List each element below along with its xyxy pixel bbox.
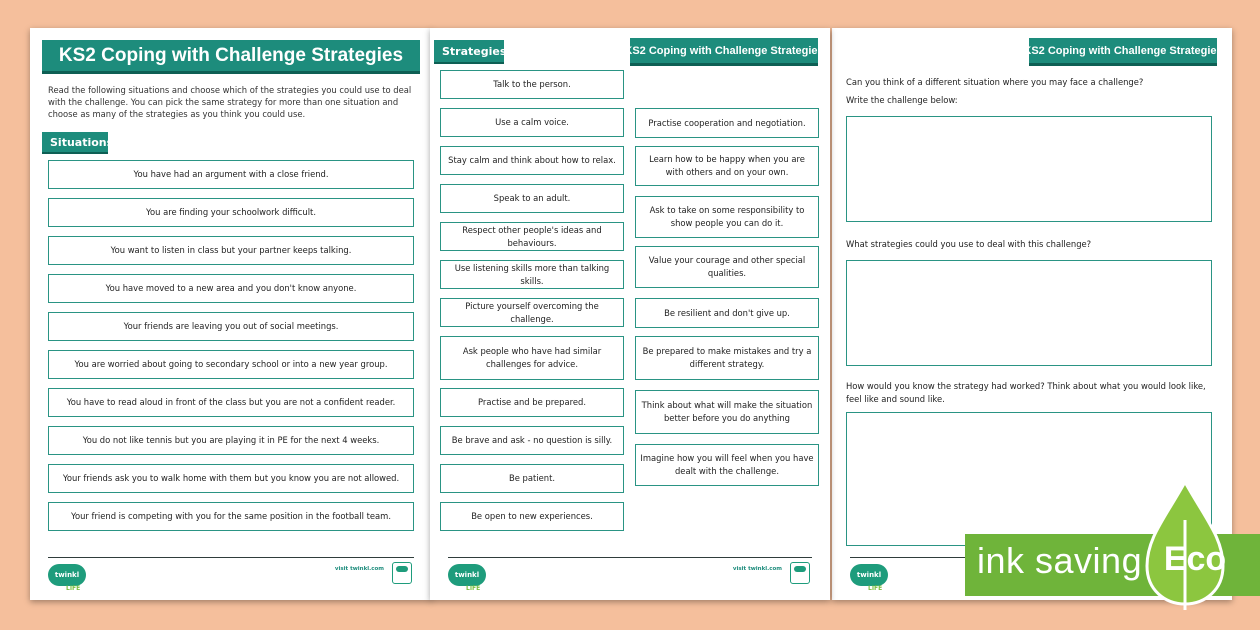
strategy-box: Ask to take on some responsibility to show people you can do it. — [635, 196, 819, 238]
strategy-box: Speak to an adult. — [440, 184, 624, 213]
strategy-box: Think about what will make the situation better before you do anything — [635, 390, 819, 434]
visit-twinkl-link[interactable]: visit twinkl.com — [334, 566, 384, 572]
strategy-box: Learn how to be happy when you are with others and on your own. — [635, 146, 819, 186]
strategy-box: Be open to new experiences. — [440, 502, 624, 531]
strategy-box: Imagine how you will feel when you have dealt with the challenge. — [635, 444, 819, 486]
strategy-box: Practise cooperation and negotiation. — [635, 108, 819, 138]
situation-box: You have to read aloud in front of the class but you are not a confident reader. — [48, 388, 414, 417]
footer-divider — [48, 557, 414, 558]
situation-box: Your friend is competing with you for the same position in the football team. — [48, 502, 414, 531]
question-2: What strategies could you use to deal with this challenge? — [846, 239, 1092, 249]
strategy-box: Ask people who have had similar challenges for advice. — [440, 336, 624, 380]
strategy-box: Be prepared to make mistakes and try a different strategy. — [635, 336, 819, 380]
twinkl-life-label: LIFE — [66, 585, 81, 592]
strategy-box: Be brave and ask - no question is silly. — [440, 426, 624, 455]
twinkl-logo: twinkl — [448, 564, 486, 586]
situation-box: You do not like tennis but you are playing it in PE for the next 4 weeks. — [48, 426, 414, 455]
page-title: KS2 Coping with Challenge Strategies — [42, 40, 420, 74]
strategy-box: Use listening skills more than talking skills. — [440, 260, 624, 289]
answer-box-2[interactable] — [846, 260, 1212, 366]
situation-box: You have had an argument with a close friend. — [48, 160, 414, 189]
situation-box: You are finding your schoolwork difficult. — [48, 198, 414, 227]
question-1-instruction: Write the challenge below: — [846, 95, 958, 105]
strategy-box: Talk to the person. — [440, 70, 624, 99]
answer-box-1[interactable] — [846, 116, 1212, 222]
situation-box: You want to listen in class but your partner keeps talking. — [48, 236, 414, 265]
strategies-label: Strategies: — [434, 40, 504, 64]
twinkl-logo: twinkl — [850, 564, 888, 586]
worksheet-page-situations — [30, 28, 432, 600]
strategy-box: Value your courage and other special qualities. — [635, 246, 819, 288]
intro-text: Read the following situations and choose which of the strategies you could use to deal with the challenge. You can pick the same strategy for more than one situation and choose as many of the strategies as you think you could use. — [48, 85, 412, 119]
twinkl-logo: twinkl — [48, 564, 86, 586]
situation-box: You have moved to a new area and you don't know anyone. — [48, 274, 414, 303]
page-title: KS2 Coping with Challenge Strategies — [1029, 38, 1217, 66]
strategy-box: Stay calm and think about how to relax. — [440, 146, 624, 175]
situation-box: Your friends ask you to walk home with them but you know you are not allowed. — [48, 464, 414, 493]
strategy-box: Be patient. — [440, 464, 624, 493]
quality-badge-icon — [790, 562, 810, 584]
strategy-box: Use a calm voice. — [440, 108, 624, 137]
eco-label: Eco — [1163, 540, 1227, 578]
quality-badge-icon — [392, 562, 412, 584]
question-1: Can you think of a different situation where you may face a challenge? — [846, 77, 1144, 87]
twinkl-life-label: LIFE — [466, 585, 481, 592]
ink-saving-text: ink saving — [977, 540, 1143, 581]
strategy-box: Picture yourself overcoming the challenge. — [440, 298, 624, 327]
question-3: How would you know the strategy had worked? Think about what you would look like, feel like and sound like. — [846, 381, 1206, 404]
strategy-box: Respect other people's ideas and behaviours. — [440, 222, 624, 251]
situations-label: Situations: — [42, 132, 108, 154]
strategy-box: Be resilient and don't give up. — [635, 298, 819, 328]
strategy-box: Practise and be prepared. — [440, 388, 624, 417]
situation-box: Your friends are leaving you out of social meetings. — [48, 312, 414, 341]
visit-twinkl-link[interactable]: visit twinkl.com — [732, 566, 782, 572]
situation-box: You are worried about going to secondary school or into a new year group. — [48, 350, 414, 379]
page-title: KS2 Coping with Challenge Strategies — [630, 38, 818, 66]
worksheet-page-strategies — [430, 28, 830, 600]
footer-divider — [448, 557, 812, 558]
twinkl-life-label: LIFE — [868, 585, 883, 592]
